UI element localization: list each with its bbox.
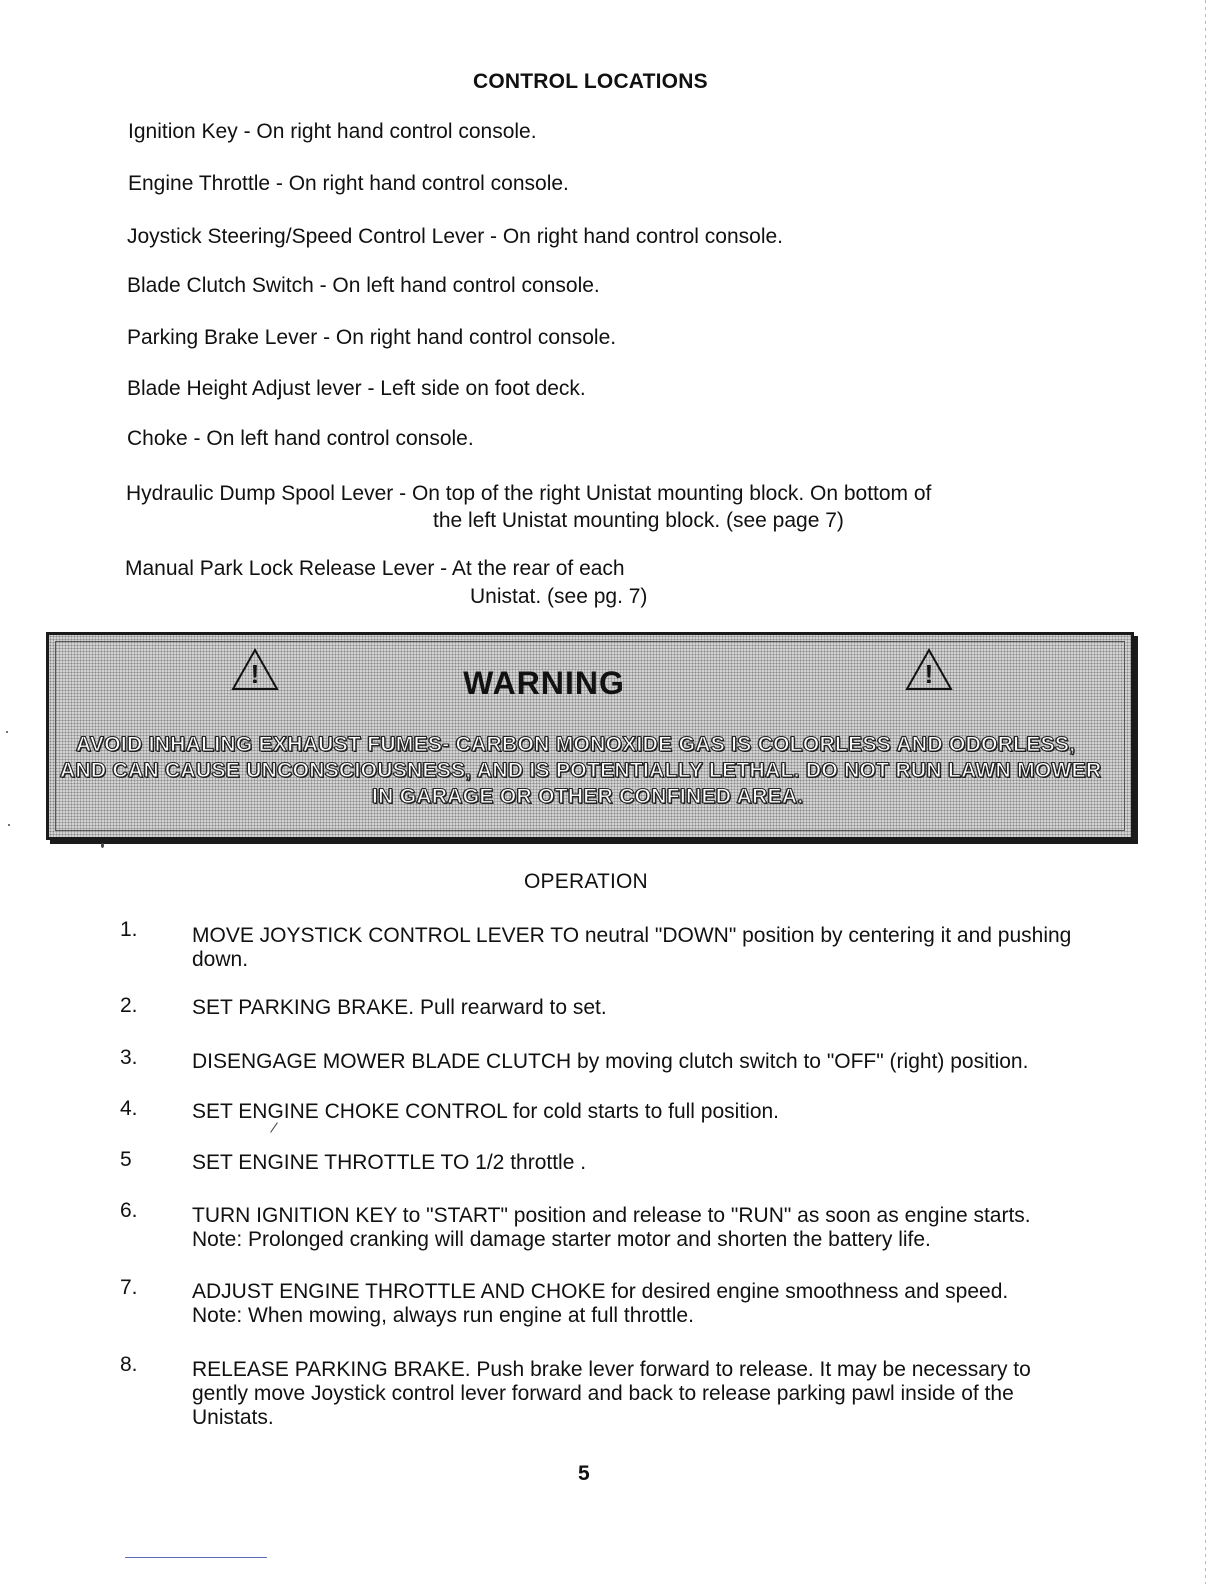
control-item-throttle: Engine Throttle - On right hand control console. bbox=[128, 172, 569, 195]
step-line: ADJUST ENGINE THROTTLE AND CHOKE for desired engine smoothness and speed. bbox=[192, 1280, 1009, 1303]
step-text bbox=[192, 1280, 1132, 1328]
step-number: 1. bbox=[120, 918, 138, 941]
scan-speck bbox=[6, 731, 8, 733]
step-line: TURN IGNITION KEY to "START" position and release to "RUN" as soon as engine starts. bbox=[192, 1204, 1031, 1227]
scan-speck bbox=[101, 843, 104, 848]
footer-rule bbox=[125, 1557, 267, 1558]
step-line: DISENGAGE MOWER BLADE CLUTCH by moving clutch switch to "OFF" (right) position. bbox=[192, 1050, 1029, 1073]
step-line: SET ENGINE THROTTLE TO 1/2 throttle . bbox=[192, 1151, 587, 1174]
control-item-ignition: Ignition Key - On right hand control console. bbox=[128, 120, 537, 143]
step-text bbox=[192, 1050, 1132, 1074]
step-text bbox=[192, 996, 1132, 1020]
control-item-choke: Choke - On left hand control console. bbox=[127, 427, 474, 450]
control-item-manual-park-line2: Unistat. (see pg. 7) bbox=[470, 585, 648, 608]
step-text bbox=[192, 1358, 1132, 1430]
step-number: 7. bbox=[120, 1276, 138, 1299]
step-line: RELEASE PARKING BRAKE. Push brake lever forward to release. It may be necessary to bbox=[192, 1358, 1031, 1381]
scan-speck bbox=[8, 824, 10, 826]
step-line: down. bbox=[192, 948, 249, 971]
control-locations-title: CONTROL LOCATIONS bbox=[473, 70, 708, 93]
control-item-hydraulic-line1: Hydraulic Dump Spool Lever - On top of the right Unistat mounting block. On bottom of bbox=[126, 482, 932, 505]
warning-title: WARNING bbox=[463, 665, 625, 701]
step-number: 5 bbox=[120, 1148, 132, 1171]
step-text bbox=[192, 924, 1132, 972]
control-item-blade-clutch: Blade Clutch Switch - On left hand control console. bbox=[127, 274, 600, 297]
step-text bbox=[192, 1151, 1132, 1175]
control-item-manual-park-line1: Manual Park Lock Release Lever - At the rear of each bbox=[125, 557, 625, 580]
step-text bbox=[192, 1100, 1132, 1124]
step-line: Unistats. bbox=[192, 1406, 274, 1429]
step-line: gently move Joystick control lever forward and back to release parking pawl inside of the bbox=[192, 1382, 1014, 1405]
operation-title: OPERATION bbox=[524, 870, 648, 893]
step-number: 2. bbox=[120, 994, 138, 1017]
step-line: Note: When mowing, always run engine at full throttle. bbox=[192, 1304, 694, 1327]
step-line: MOVE JOYSTICK CONTROL LEVER TO neutral "DOWN" position by centering it and pushing bbox=[192, 924, 1072, 947]
warning-line-1: AVOID INHALING EXHAUST FUMES- CARBON MONOXIDE GAS IS COLORLESS AND ODORLESS, bbox=[76, 733, 1076, 756]
step-line: SET PARKING BRAKE. Pull rearward to set. bbox=[192, 996, 607, 1019]
step-number: 6. bbox=[120, 1199, 138, 1222]
svg-text:!: ! bbox=[924, 659, 934, 689]
step-number: 8. bbox=[120, 1353, 138, 1376]
page-number: 5 bbox=[578, 1462, 590, 1485]
step-number: 3. bbox=[120, 1046, 138, 1069]
control-item-joystick: Joystick Steering/Speed Control Lever - On right hand control console. bbox=[127, 225, 784, 248]
control-item-parking-brake: Parking Brake Lever - On right hand control console. bbox=[127, 326, 617, 349]
warning-line-2: AND CAN CAUSE UNCONSCIOUSNESS, AND IS POTENTIALLY LETHAL. DO NOT RUN LAWN MOWER bbox=[60, 759, 1102, 782]
scan-edge-artifact bbox=[1205, 0, 1206, 1584]
step-line: SET ENGINE CHOKE CONTROL for cold starts to full position. bbox=[192, 1100, 780, 1123]
step-text bbox=[192, 1204, 1132, 1252]
svg-text:!: ! bbox=[250, 659, 260, 689]
control-item-hydraulic-line2: the left Unistat mounting block. (see page 7) bbox=[433, 509, 844, 532]
warning-box bbox=[46, 632, 1134, 840]
step-number: 4. bbox=[120, 1097, 138, 1120]
control-item-blade-height: Blade Height Adjust lever - Left side on foot deck. bbox=[127, 377, 586, 400]
step-line: Note: Prolonged cranking will damage starter motor and shorten the battery life. bbox=[192, 1228, 931, 1251]
warning-line-3: IN GARAGE OR OTHER CONFINED AREA. bbox=[372, 785, 804, 808]
